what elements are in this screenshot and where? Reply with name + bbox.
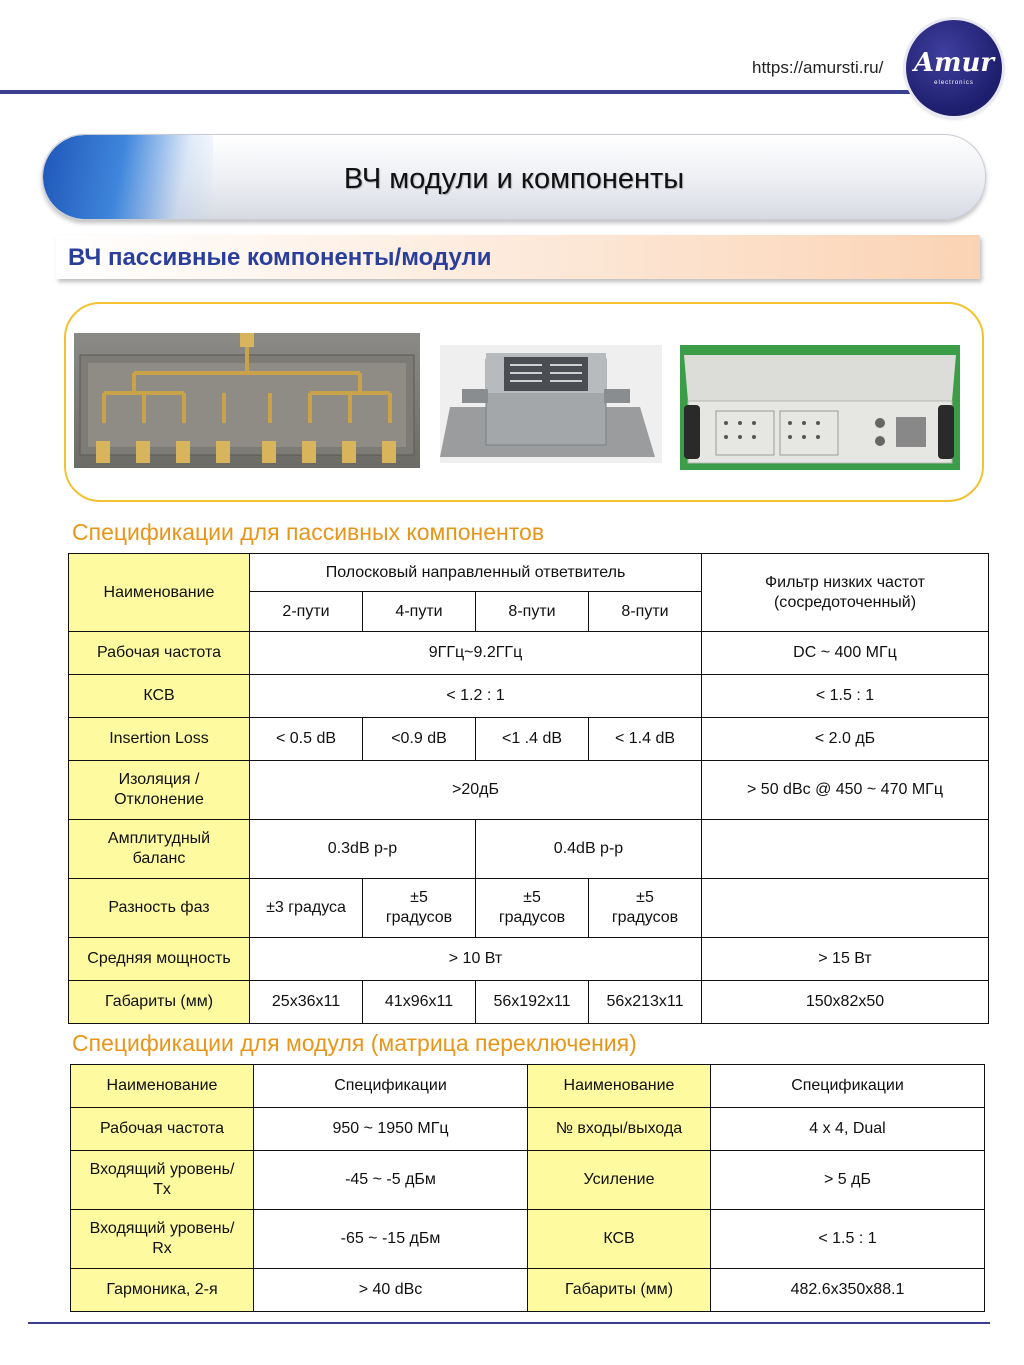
photo-lowpass-filter <box>440 345 662 463</box>
table-row <box>69 938 989 981</box>
cell-value: 56x192x11 <box>476 981 589 1024</box>
row-label-power: Средняя мощность <box>69 938 250 981</box>
row-label-dims: Габариты (мм) <box>69 981 250 1024</box>
cell-value: 482.6x350x88.1 <box>711 1269 985 1312</box>
row-label-loss: Insertion Loss <box>69 718 250 761</box>
cell-value: > 40 dBc <box>254 1269 528 1312</box>
amur-logo <box>906 20 1002 116</box>
label-line: Изоляция / <box>118 771 200 788</box>
header-filter-cell <box>702 554 989 632</box>
cell-value: < 0.5 dB <box>250 718 363 761</box>
cell-value: 0.4dB p-p <box>476 820 702 879</box>
row-label: Гармоника, 2-я <box>71 1269 254 1312</box>
section-subheading-bar <box>56 235 980 279</box>
table-row <box>69 632 989 675</box>
label-line: баланс <box>132 850 186 867</box>
cell-value: 950 ~ 1950 МГц <box>254 1108 528 1151</box>
header-divider <box>0 90 910 94</box>
footer-divider <box>28 1322 990 1324</box>
cell-value: 41x96x11 <box>363 981 476 1024</box>
col-4way: 4-пути <box>363 592 476 632</box>
header-cell: Спецификации <box>254 1065 528 1108</box>
row-label: Рабочая частота <box>71 1108 254 1151</box>
phase-value: ±5 <box>636 889 654 906</box>
header-cell: Наименование <box>71 1065 254 1108</box>
table-row <box>69 675 989 718</box>
row-label-isolation <box>69 761 250 820</box>
website-url[interactable]: https://amursti.ru/ <box>752 58 884 77</box>
cell-value <box>363 879 476 938</box>
table-row <box>69 761 989 820</box>
phase-unit: градусов <box>385 909 453 926</box>
filter-name: Фильтр низких частот <box>765 573 925 591</box>
logo-wordmark: Amur <box>913 48 995 78</box>
header-name-cell: Наименование <box>69 554 250 632</box>
row-label-vswr: КСВ <box>69 675 250 718</box>
header-coupler-cell: Полосковый направленный ответвитель <box>250 554 702 592</box>
cell-value: > 15 Вт <box>702 938 989 981</box>
cell-value: -65 ~ -15 дБм <box>254 1210 528 1269</box>
cell-value: 9ГГц~9.2ГГц <box>250 632 702 675</box>
table-row <box>69 981 989 1024</box>
col-8way-a: 8-пути <box>476 592 589 632</box>
row-label: Усиление <box>528 1151 711 1210</box>
table-row <box>71 1065 985 1108</box>
row-label: № входы/выхода <box>528 1108 711 1151</box>
label-line: Входящий уровень/ <box>89 1220 235 1237</box>
module-specs-table <box>70 1064 985 1312</box>
cell-value: 150x82x50 <box>702 981 989 1024</box>
cell-value: < 1.2 : 1 <box>250 675 702 718</box>
row-label-amplitude <box>69 820 250 879</box>
label-line: Амплитудный <box>107 830 211 847</box>
cell-empty <box>702 879 989 938</box>
table-row <box>71 1151 985 1210</box>
module-specs-title: Спецификации для модуля (матрица переключения) <box>72 1030 637 1056</box>
cell-value: 25x36x11 <box>250 981 363 1024</box>
photo-switch-matrix <box>680 345 960 470</box>
cell-value: > 10 Вт <box>250 938 702 981</box>
photo-stripline-coupler <box>74 333 420 468</box>
filter-type: (сосредоточенный) <box>773 593 917 611</box>
table-row <box>69 718 989 761</box>
passive-specs-table <box>68 553 989 1024</box>
cell-value: <0.9 dB <box>363 718 476 761</box>
table-row <box>69 554 989 592</box>
row-label: КСВ <box>528 1210 711 1269</box>
table-row <box>69 879 989 938</box>
phase-unit: градусов <box>611 909 679 926</box>
cell-value: 0.3dB p-p <box>250 820 476 879</box>
col-8way-b: 8-пути <box>589 592 702 632</box>
phase-value: ±5 <box>410 889 428 906</box>
phase-value: ±5 <box>523 889 541 906</box>
label-line: Rx <box>152 1240 172 1257</box>
row-label <box>71 1151 254 1210</box>
cell-value <box>589 879 702 938</box>
table-row <box>71 1269 985 1312</box>
cell-value <box>476 879 589 938</box>
cell-value: < 2.0 дБ <box>702 718 989 761</box>
cell-value: < 1.5 : 1 <box>702 675 989 718</box>
cell-value: 4 x 4, Dual <box>711 1108 985 1151</box>
table-row <box>71 1108 985 1151</box>
header-cell: Спецификации <box>711 1065 985 1108</box>
cell-value: > 50 dBc @ 450 ~ 470 МГц <box>702 761 989 820</box>
row-label-phase: Разность фаз <box>69 879 250 938</box>
row-label <box>71 1210 254 1269</box>
cell-value: DC ~ 400 МГц <box>702 632 989 675</box>
label-line: Отклонение <box>114 791 204 808</box>
passive-specs-title: Спецификации для пассивных компонентов <box>72 519 545 545</box>
cell-value: < 1.4 dB <box>589 718 702 761</box>
phase-unit: градусов <box>498 909 566 926</box>
label-line: Tx <box>153 1181 171 1198</box>
title-banner <box>42 134 986 220</box>
logo-subtext: electronics <box>934 80 974 86</box>
cell-value: 56x213x11 <box>589 981 702 1024</box>
table-row <box>69 820 989 879</box>
row-label: Габариты (мм) <box>528 1269 711 1312</box>
cell-value: > 5 дБ <box>711 1151 985 1210</box>
cell-value: ±3 градуса <box>250 879 363 938</box>
cell-empty <box>702 820 989 879</box>
label-line: Входящий уровень/ <box>89 1161 235 1178</box>
col-2way: 2-пути <box>250 592 363 632</box>
table-row <box>71 1210 985 1269</box>
section-subheading: ВЧ пассивные компоненты/модули <box>68 244 492 271</box>
cell-value: <1 .4 dB <box>476 718 589 761</box>
cell-value: < 1.5 : 1 <box>711 1210 985 1269</box>
page-title: ВЧ модули и компоненты <box>343 163 685 195</box>
header-cell: Наименование <box>528 1065 711 1108</box>
row-label-freq: Рабочая частота <box>69 632 250 675</box>
cell-value: >20дБ <box>250 761 702 820</box>
cell-value: -45 ~ -5 дБм <box>254 1151 528 1210</box>
